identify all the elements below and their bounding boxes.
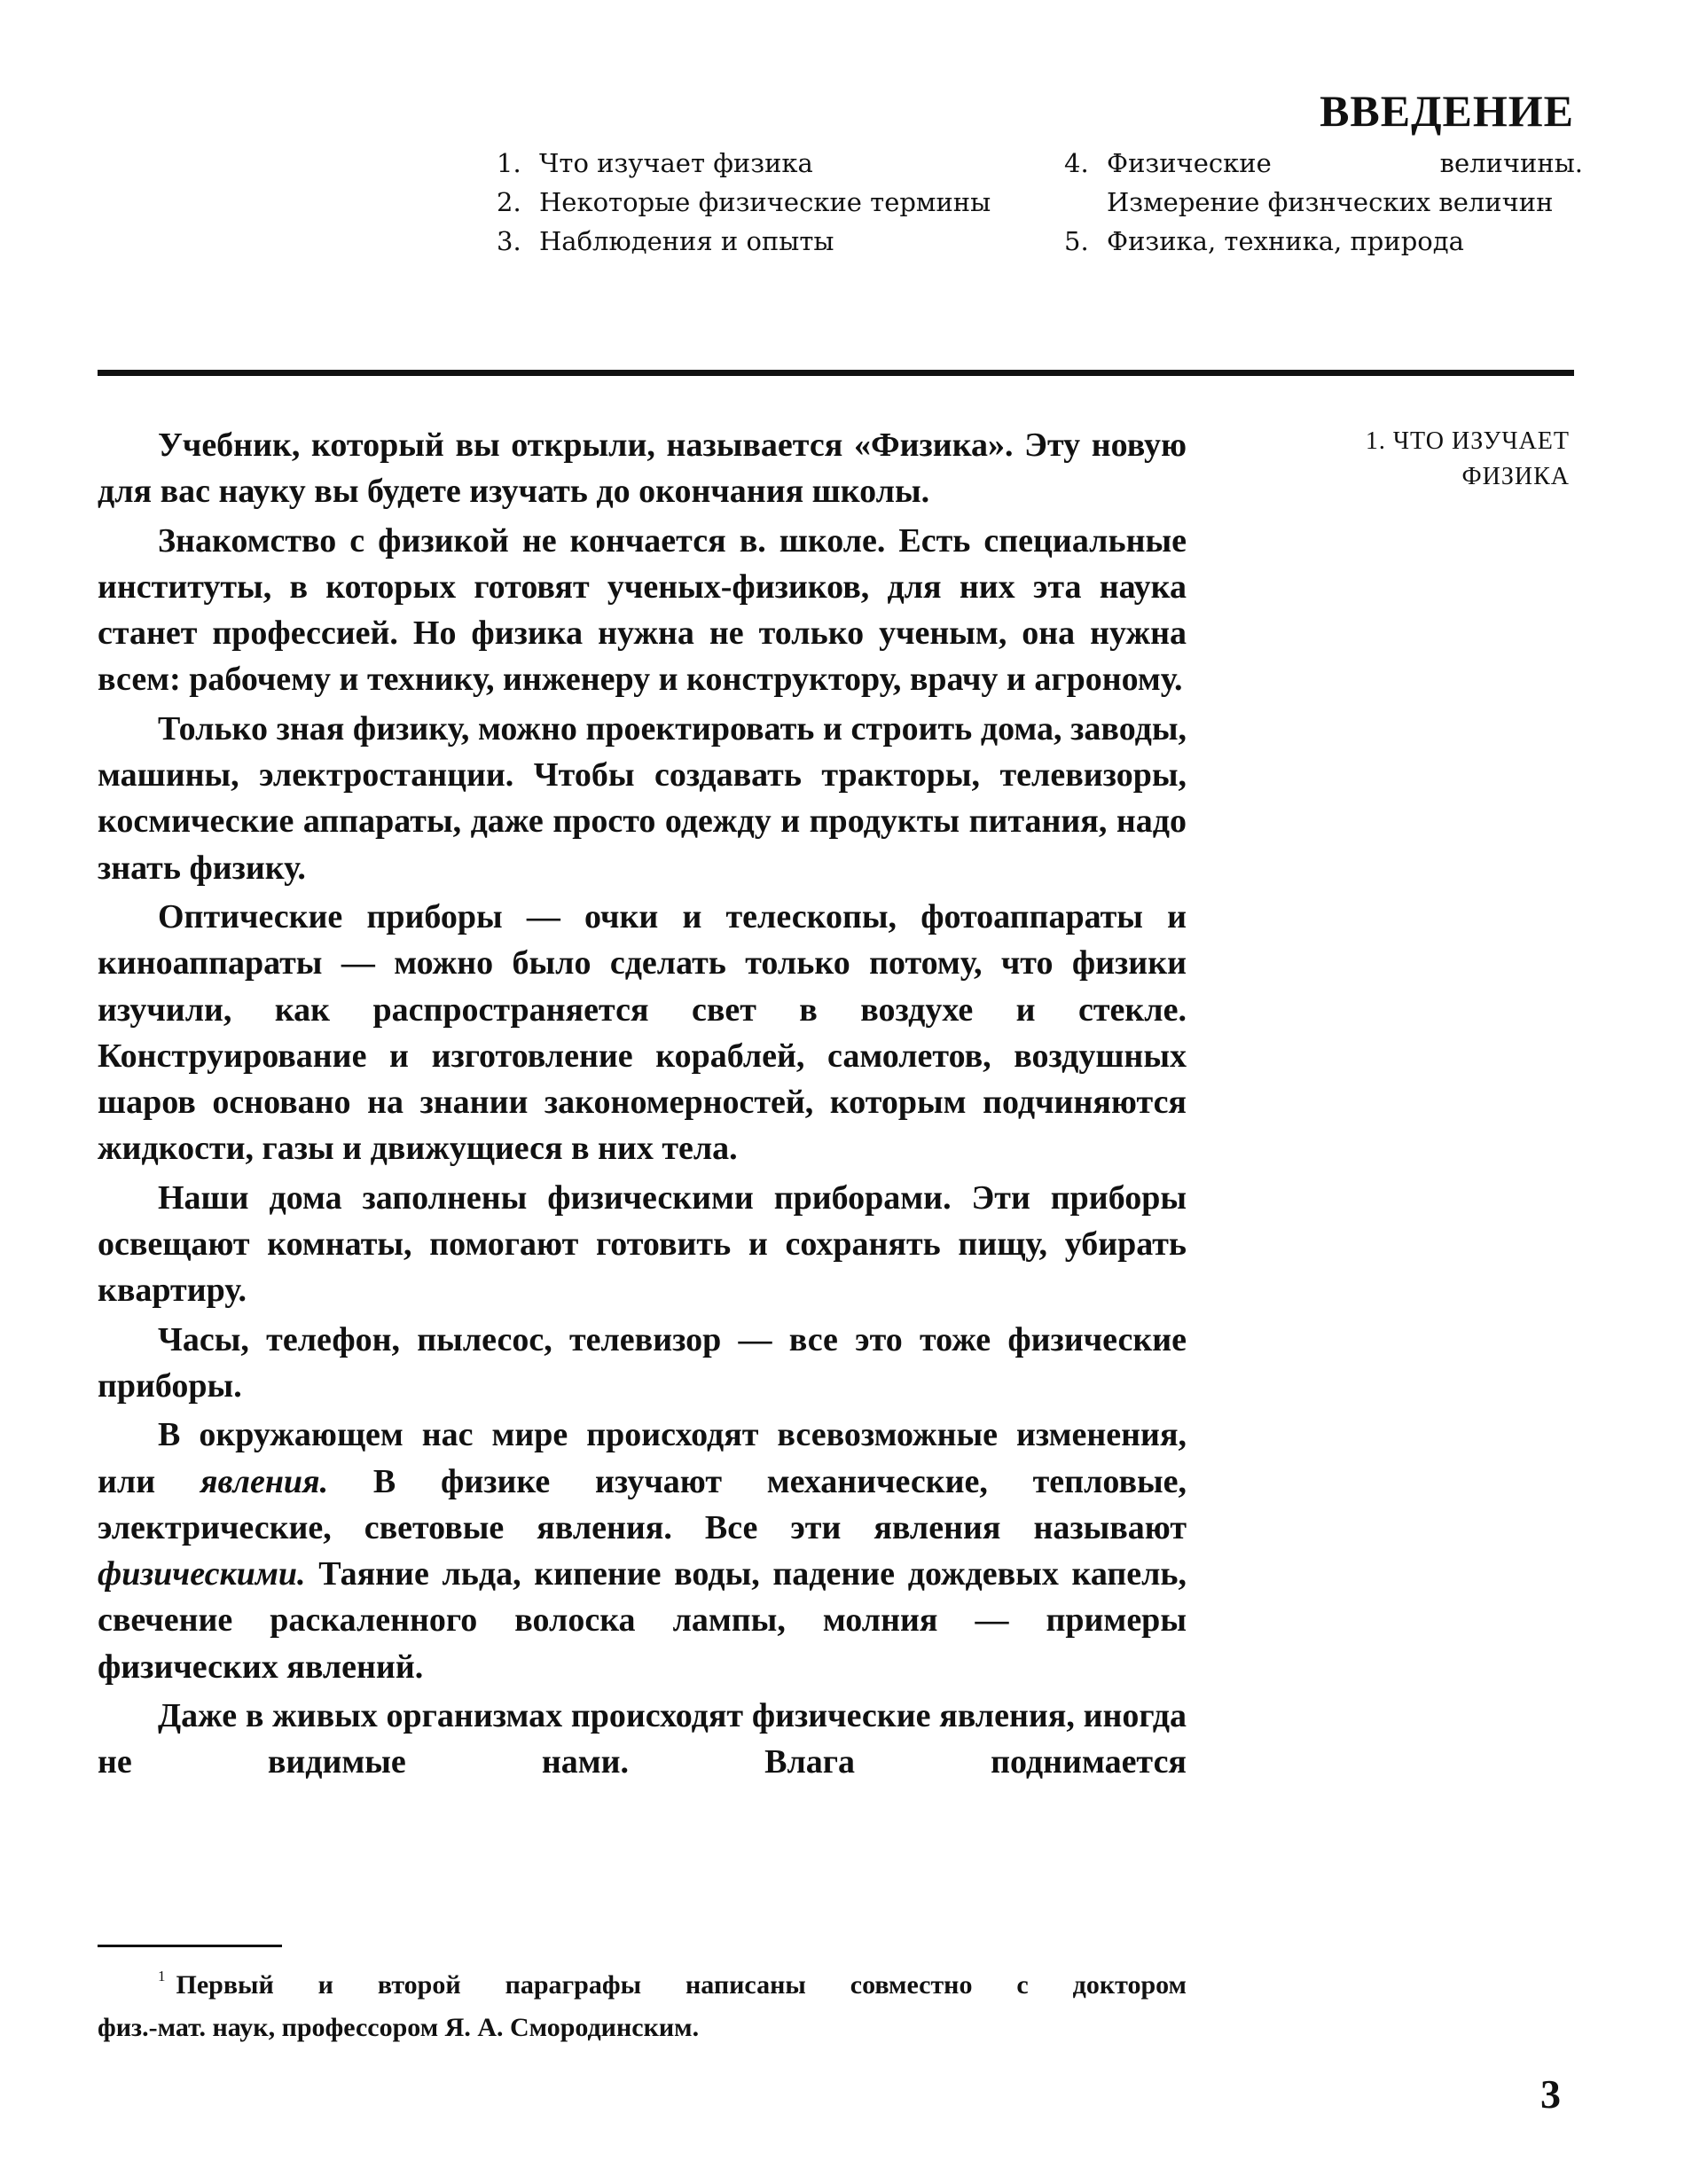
footnote-divider (98, 1945, 282, 1947)
header-divider (98, 370, 1574, 376)
paragraph: Даже в живых организмах происходят физические явления, иногда не видимые нами. Влага поднимается (98, 1697, 1187, 1781)
toc-item[interactable] (497, 144, 1011, 183)
footnote-text: Первый и второй параграфы написаны совместно с доктором (176, 1970, 1187, 2000)
toc-item[interactable] (497, 222, 1011, 261)
toc-item[interactable] (497, 183, 1011, 222)
footnote-line (98, 1955, 1187, 2007)
footnote (98, 1955, 1187, 2049)
toc-item-number: 4. (1064, 148, 1089, 178)
paragraph: Оптические приборы — очки и телескопы, фотоаппараты и киноаппараты — можно было сделать только потому, что физики изучили, как распространяется свет в воздухе и стекле. Конструирование и изготовление кораблей, самолетов, воздушных шаров основано на знании закономерностей, которым подчиняются жидкости, газы и движущиеся в них тела. (98, 897, 1187, 1168)
body-text (98, 422, 1187, 1789)
toc-item[interactable] (1064, 222, 1583, 261)
footnote-marker: 1 (158, 1968, 166, 1984)
toc-item-title: Наблюдения и опыты (539, 226, 834, 256)
chapter-title: ВВЕДЕНИЕ (1320, 86, 1574, 136)
toc-item-number: 5. (1064, 226, 1089, 256)
text-run: В окружающем нас мире происходят всевозможные изменения, или (98, 1416, 1187, 1500)
paragraph: Только зная физику, можно проектировать и строить дома, заводы, машины, электростанции. Чтобы создавать тракторы, телевизоры, космические аппараты, даже просто одежду и продукты питания, надо знать физику. (98, 709, 1187, 887)
emphasized-term: физическими. (98, 1555, 306, 1593)
text-run: В физике изучают механические, тепловые, электрические, световые явления. Все эти явления называют (98, 1462, 1187, 1546)
section-margin-heading (1224, 424, 1570, 495)
footnote-line: физ.-мат. наук, профессором Я. А. Смородинским. (98, 2013, 700, 2042)
paragraph: Наши дома заполнены физическими приборами. Эти приборы освещают комнаты, помогают готовить и сохранять пищу, убирать квартиру. (98, 1178, 1187, 1310)
toc-item-number: 1. (497, 148, 521, 178)
toc-item-number: 2. (497, 187, 521, 217)
section-heading-line: ФИЗИКА (1461, 463, 1570, 490)
toc-item-title: Физика, техника, природа (1107, 226, 1464, 256)
toc-item[interactable] (1064, 144, 1583, 222)
text-run: Таяние льда, кипение воды, падение дождевых капель, свечение раскаленного волоска лампы, молния — примеры физических явлений. (98, 1555, 1187, 1686)
toc-item-title: Что изучает физика (539, 148, 813, 178)
paragraph: Знакомство с физикой не кончается в. школе. Есть специальные институты, в которых готовят ученых-физиков, для них эта наука станет профессией. Но физика нужна не только ученым, она нужна всем: рабочему и технику, инженеру и конструктору, врачу и агроному. (98, 521, 1187, 699)
section-heading-line: 1. ЧТО ИЗУЧАЕТ (1365, 427, 1570, 455)
paragraph: Часы, телефон, пылесос, телевизор — все это тоже физические приборы. (98, 1320, 1187, 1405)
toc-right-column (1064, 144, 1583, 261)
emphasized-term: явления. (200, 1462, 329, 1500)
toc-item-title: Физические величины. Измерение физнческих величин (1107, 148, 1583, 217)
paragraph (98, 1412, 1187, 1690)
toc-item-number: 3. (497, 226, 521, 256)
toc-left-column (497, 144, 1011, 261)
toc-item-title: Некоторые физические термины (539, 187, 991, 217)
page-number: 3 (1540, 2071, 1561, 2117)
paragraph: Учебник, который вы открыли, называется «Физика». Эту новую для вас науку вы будете изучать до окончания школы. (98, 427, 1187, 511)
